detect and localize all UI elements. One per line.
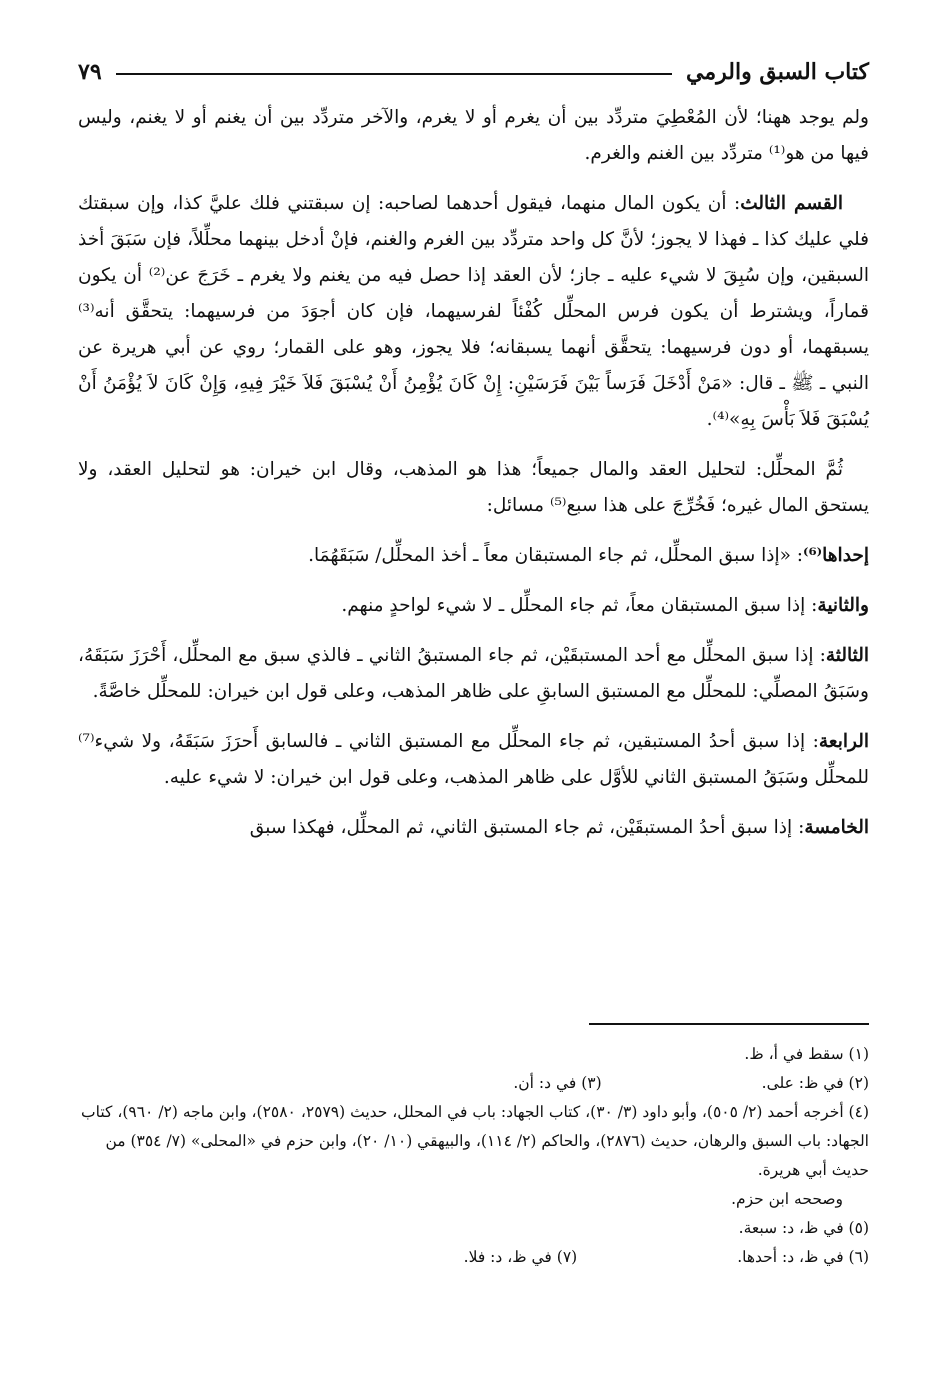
footnote: (١) سقط في أ، ظ. <box>744 1045 869 1063</box>
footnote: (٦) في ظ، د: أحدها. <box>737 1248 869 1266</box>
footnote: (٢) في ظ: على. <box>761 1074 869 1092</box>
issue-heading: إحداها⁽⁶⁾ <box>803 545 869 566</box>
issue-heading: الثالثة <box>825 645 869 666</box>
issue-heading: الخامسة <box>804 817 869 838</box>
paragraph-text: : أن يكون المال منهما، فيقول أحدهما لصاحبه: إن سبقتني فلك عليَّ كذا، وإن سبقتك فلي عليك كذا ـ فهذا لا يجوز؛ لأنَّ كل واحد متردِّد بين الغرم والغنم، فإنْ أدخل بينهما محلِّلاً، فإن سَبَقَ أخذ السبقين، وإن سُبِقَ لا شيء عليه ـ جاز؛ لأن العقد إذا حصل فيه من يغنم ولا يغرم ـ خَرَجَ عن⁽²⁾ أن يكون قماراً، ويشترط أن يكون فرس المحلِّل كُفْئاً لفرسيهما، فإن كان أجوَدَ من فرسيهما: يتحقَّق أنه⁽³⁾ يسبقهما، أو دون فرسيهما: يتحقَّق أنهما يسبقانه؛ فلا يجوز، وهو على القمار؛ روي عن أبي هريرة عن النبي ـ ﷺ ـ قال: «مَنْ أَدْخَلَ فَرَساً بَيْنَ فَرَسَيْنِ: إِنْ كَانَ يُؤْمِنُ أَنْ يُسْبَقَ فَلاَ خَيْرَ فِيهِ، وَإِنْ كَانَ لاَ يُؤْمَنُ أَنْ يُسْبَقَ فَلاَ بَأْسَ بِهِ»⁽⁴⁾. <box>78 193 869 430</box>
paragraph-text: : إذا سبق المستبقان معاً، ثم جاء المحلِّل ـ لا شيء لواحدٍ منهم. <box>341 595 818 616</box>
paragraph <box>78 638 869 710</box>
paragraph-text: : إذا سبق المحلِّل مع أحد المستبقَيْن، ثم جاء المستبقُ الثاني ـ فالذي سبق مع المحلِّل، أَحْرَزَ سَبَقَهُ، وسَبَقُ المصلِّي: للمحلِّل مع المستبق السابقِ على ظاهر المذهب، وعلى قول ابن خيران: للمحلِّل خاصَّةً. <box>78 645 869 702</box>
paragraph-text: : «إذا سبق المحلِّل، ثم جاء المستبقان معاً ـ أخذ المحلِّل/ سَبَقَهُمَا. <box>308 545 804 566</box>
paragraph <box>78 724 869 796</box>
footnote: (٣) في د: أن. <box>513 1074 602 1092</box>
paragraph <box>78 186 869 438</box>
issue-heading: الرابعة <box>818 731 869 752</box>
paragraph <box>78 810 869 846</box>
paragraph-text: : إذا سبق أحدُ المستبقَيْن، ثم جاء المستبق الثاني، ثم المحلِّل، فهكذا سبق <box>249 817 805 838</box>
main-text <box>78 100 869 852</box>
footnote: (٥) في ظ، د: سبعة. <box>738 1219 869 1237</box>
footnotes <box>78 1040 869 1272</box>
chapter-title: كتاب السبق والرمي <box>686 59 869 85</box>
paragraph-text: : إذا سبق أحدُ المستبقين، ثم جاء المحلِّل مع المستبق الثاني ـ فالسابق أَحرَزَ سَبَقَهُ، ولا شيء⁽⁷⁾ للمحلِّل وسَبَقُ المستبق الثاني للأوَّل على ظاهر المذهب، وعلى قول ابن خيران: لا شيء عليه. <box>78 731 869 788</box>
page-number: ٧٩ <box>78 59 102 85</box>
issue-heading: والثانية <box>817 595 869 616</box>
footnote-row <box>78 1069 869 1098</box>
footnote: وصححه ابن حزم. <box>731 1190 843 1208</box>
footnote: (٤) أخرجه أحمد (٢/ ٥٠٥)، وأبو داود (٣/ ٣٠)، كتاب الجهاد: باب في المحلل، حديث (٢٥٧٩، ٢٥٨٠)، وابن ماجه (٢/ ٩٦٠)، كتاب الجهاد: باب السبق والرهان، حديث (٢٨٧٦)، والحاكم (٢/ ١١٤)، والبيهقي (١٠/ ٢٠)، وابن حزم في «المحلى» (٧/ ٣٥٤) من حديث أبي هريرة. <box>81 1103 869 1179</box>
footnote-row <box>78 1243 869 1272</box>
paragraph: ولم يوجد ههنا؛ لأن المُعْطِيَ متردِّد بين أن يغرم أو لا يغرم، والآخر متردِّد بين أن يغنم أو لا يغنم، وليس فيها من هو⁽¹⁾ متردِّد بين الغنم والغرم. <box>78 107 869 164</box>
page-header <box>78 52 869 92</box>
paragraph <box>78 588 869 624</box>
paragraph <box>78 538 869 574</box>
paragraph: ثُمَّ المحلِّل: لتحليل العقد والمال جميعاً؛ هذا هو المذهب، وقال ابن خيران: هو لتحليل العقد، ولا يستحق المال غيره؛ فَخُرِّجَ على هذا سبع⁽⁵⁾ مسائل: <box>78 459 869 516</box>
header-rule <box>116 73 672 75</box>
section-heading: القسم الثالث <box>740 193 843 214</box>
footnote-separator <box>589 1023 869 1025</box>
footnote: (٧) في ظ، د: فلا. <box>463 1248 578 1266</box>
